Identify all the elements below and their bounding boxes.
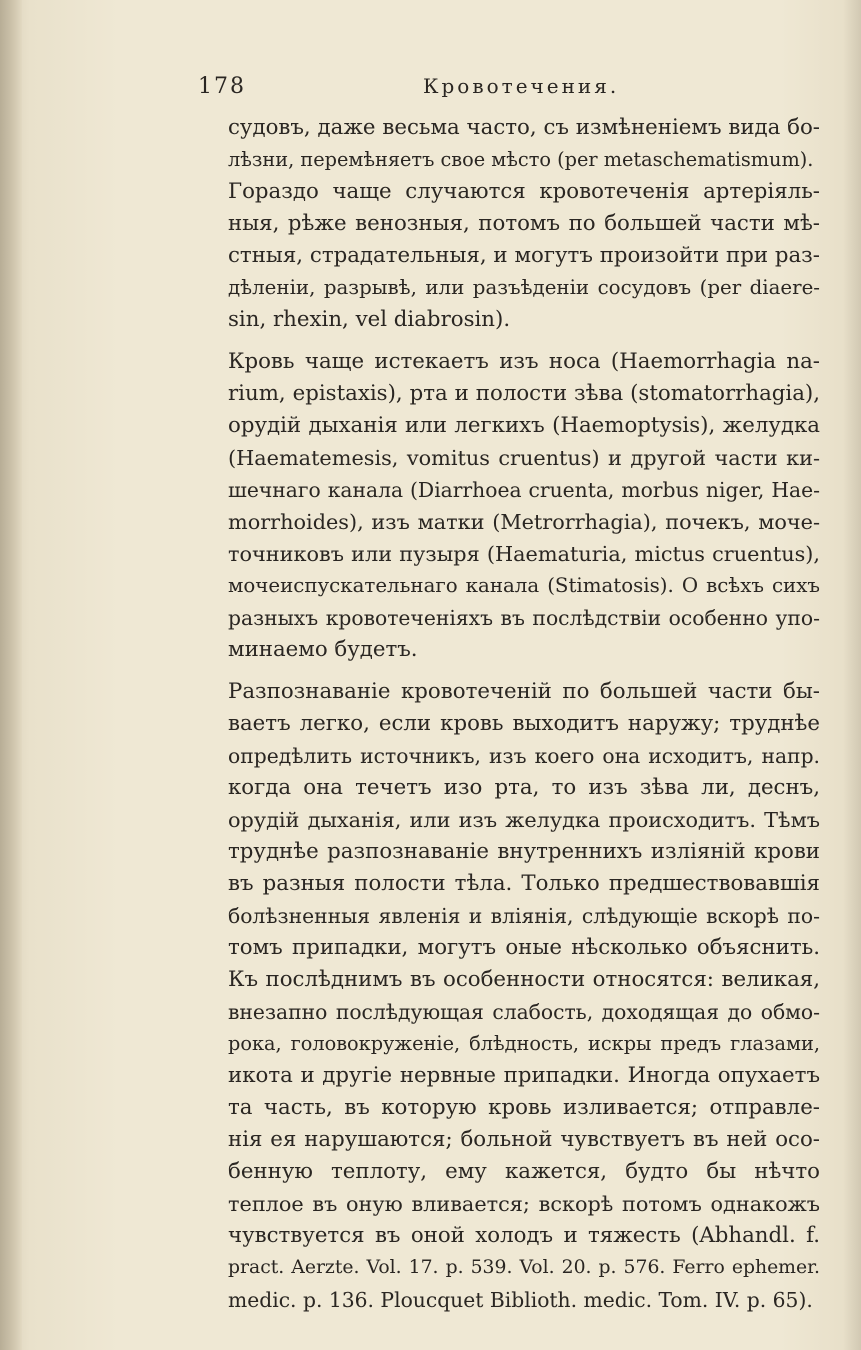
book-binding <box>0 0 22 1350</box>
text-line: когда она течетъ изо рта, то изъ зѣва ли, деснъ, <box>228 775 820 800</box>
text-line: Разпознаваніе кровотеченій по большей части бы- <box>228 679 820 704</box>
page-header <box>198 74 628 108</box>
text-line: опредѣлить источникъ, изъ коего она исходитъ, напр. <box>228 744 820 768</box>
running-title: Кровотечения. <box>423 74 620 98</box>
text-line: мочеиспускательнаго канала (Stimatosis). О всѣхъ сихъ <box>228 574 820 597</box>
page-edge-shadow <box>843 0 861 1350</box>
text-line: medic. p. 136. Ploucquet Biblioth. medic. Tom. IV. p. 65). <box>228 1288 813 1312</box>
body-text <box>228 112 820 1316</box>
text-line: точниковъ или пузыря (Haematuria, mictus cruentus), <box>228 542 820 566</box>
text-line: внезапно послѣдующая слабость, доходящая до обмо- <box>228 1000 820 1024</box>
text-line: шечнаго канала (Diarrhoea cruenta, morbus niger, Hae- <box>228 478 820 502</box>
text-line: rium, epistaxis), рта и полости зѣва (stomatorrhagia), <box>228 381 820 406</box>
text-line: ваетъ легко, если кровь выходитъ наружу; труднѣе <box>228 711 820 736</box>
text-line: Къ послѣднимъ въ особенности относятся: великая, <box>228 967 820 992</box>
text-line: нія ея нарушаются; больной чувствуетъ въ ней осо- <box>228 1127 820 1152</box>
text-line: Кровь чаще истекаетъ изъ носа (Haemorrhagia na- <box>228 349 820 374</box>
text-line: ныя, рѣже венозныя, потомъ по большей части мѣ- <box>228 211 820 236</box>
text-line: бенную теплоту, ему кажется, будто бы нѣчто <box>228 1159 820 1184</box>
text-line: та часть, въ которую кровь изливается; отправле- <box>228 1095 820 1120</box>
text-line: орудій дыханія, или изъ желудка происходитъ. Тѣмъ <box>228 808 820 832</box>
text-line: стныя, страдательныя, и могутъ произойти при раз- <box>228 243 820 268</box>
text-line: въ разныя полости тѣла. Только предшествовавшія <box>228 871 820 896</box>
text-line: теплое въ оную вливается; вскорѣ потомъ однакожъ <box>228 1192 820 1216</box>
text-line: томъ припадки, могутъ оные нѣсколько объяснить. <box>228 935 820 960</box>
text-line: минаемо будетъ. <box>228 637 418 662</box>
text-line: Гораздо чаще случаются кровотеченія артеріяль- <box>228 179 820 204</box>
text-line: рока, головокруженіе, блѣдность, искры предъ глазами, <box>228 1032 820 1055</box>
text-line: лѣзни, перемѣняетъ свое мѣсто (per metaschematismum). <box>228 148 814 171</box>
text-line: (Haematemesis, vomitus cruentus) и другой части ки- <box>228 446 820 470</box>
text-line: дѣленіи, разрывѣ, или разъѣденіи сосудовъ (per diaere- <box>228 276 820 299</box>
text-line: труднѣе разпознаваніе внутреннихъ изліяній крови <box>228 839 820 864</box>
text-line: sin, rhexin, vel diabrosin). <box>228 307 511 332</box>
text-line: morrhoides), изъ матки (Metrorrhagia), почекъ, моче- <box>228 510 820 534</box>
text-line: икота и другіе нервные припадки. Иногда опухаетъ <box>228 1063 820 1088</box>
text-line: разныхъ кровотеченіяхъ въ послѣдствіи особенно упо- <box>228 606 820 630</box>
text-line: чувствуется въ оной холодъ и тяжесть (Abhandl. f. <box>228 1223 820 1248</box>
text-line: судовъ, даже весьма часто, съ измѣненіемъ вида бо- <box>228 115 820 140</box>
text-line: орудій дыханія или легкихъ (Haemoptysis), желудка <box>228 413 820 438</box>
text-line: pract. Aerzte. Vol. 17. p. 539. Vol. 20. p. 576. Ferro ephemer. <box>228 1257 820 1278</box>
page-number: 178 <box>198 74 246 99</box>
text-line: болѣзненныя явленія и вліянія, слѣдующіе вскорѣ по- <box>228 904 820 928</box>
